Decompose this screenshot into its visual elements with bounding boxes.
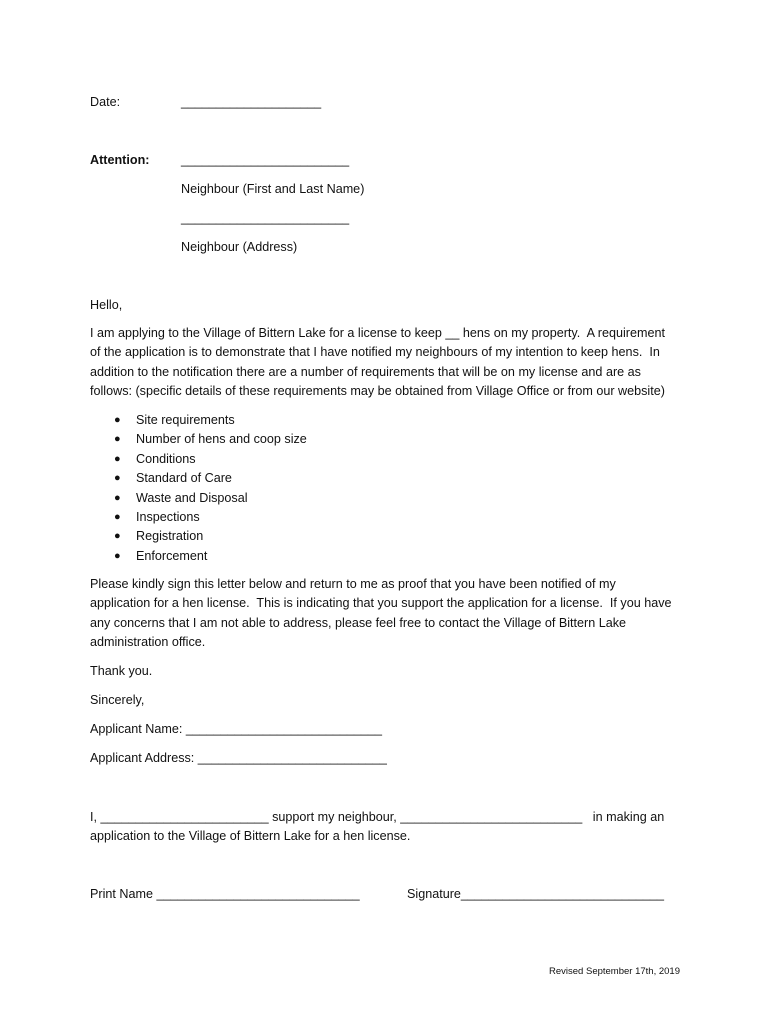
intro-line: follows: (specific details of these requirements may be obtained from Village Office or from our website) — [90, 384, 665, 399]
request-line: Please kindly sign this letter below and return to me as proof that you have been notified of my — [90, 577, 616, 591]
request-line: application for a hen license. This is indicating that you support the application for a license. If you have — [90, 596, 672, 611]
list-item-label: Standard of Care — [136, 471, 232, 486]
list-item — [90, 489, 307, 508]
intro-line: addition to the notification there are a number of requirements that will be on my license and are as — [90, 364, 641, 379]
neighbour-address-blank: ________________________ — [181, 211, 350, 225]
closing-line: Sincerely, — [90, 693, 145, 707]
list-item — [90, 411, 307, 430]
bullet-icon: ● — [114, 530, 121, 543]
request-line: any concerns that I am not able to address, please feel free to contact the Village of Bittern Lake — [90, 615, 627, 630]
neighbour-name-blank: ________________________ — [181, 153, 350, 167]
print-name-field: Print Name _____________________________ — [90, 887, 360, 901]
attention-label: Attention: — [90, 153, 150, 167]
list-item — [90, 508, 307, 527]
list-item — [90, 450, 307, 469]
signature-field: Signature_____________________________ — [407, 887, 665, 901]
date-label: Date: — [90, 95, 121, 109]
list-item-label: Waste and Disposal — [136, 490, 248, 505]
list-item-label: Inspections — [136, 509, 200, 524]
requirements-list — [90, 411, 307, 566]
list-item-label: Conditions — [136, 451, 196, 466]
support-line: I, ________________________ support my neighbour, __________________________ in making an — [90, 810, 665, 824]
list-item — [90, 469, 307, 488]
bullet-icon: ● — [114, 452, 121, 465]
intro-line: of the application is to demonstrate that I have notified my neighbours of my intention to keep hens. In — [90, 345, 660, 360]
list-item-label: Site requirements — [136, 413, 235, 427]
request-paragraph — [90, 575, 690, 653]
intro-line: I am applying to the Village of Bittern Lake for a license to keep __ hens on my property. A requirement — [90, 326, 665, 340]
list-item — [90, 547, 307, 566]
request-line: administration office. — [90, 635, 206, 650]
revision-date: Revised September 17th, 2019 — [549, 966, 680, 977]
list-item — [90, 527, 307, 546]
bullet-icon: ● — [114, 433, 121, 446]
bullet-icon: ● — [114, 472, 121, 485]
applicant-name-field: Applicant Name: ____________________________ — [90, 722, 383, 736]
bullet-icon: ● — [114, 510, 121, 523]
list-item-label: Enforcement — [136, 548, 208, 563]
thanks-line: Thank you. — [90, 664, 153, 678]
neighbour-address-caption: Neighbour (Address) — [181, 240, 298, 254]
support-line-2: application to the Village of Bittern Lake for a hen license. — [90, 829, 411, 843]
list-item — [90, 430, 307, 449]
neighbour-name-caption: Neighbour (First and Last Name) — [181, 182, 365, 196]
greeting: Hello, — [90, 298, 123, 312]
bullet-icon: ● — [114, 549, 121, 562]
bullet-icon: ● — [114, 491, 121, 504]
date-blank: ____________________ — [181, 95, 322, 109]
list-item-label: Number of hens and coop size — [136, 432, 307, 447]
applicant-address-field: Applicant Address: ___________________________ — [90, 751, 387, 765]
bullet-icon: ● — [114, 414, 121, 426]
list-item-label: Registration — [136, 529, 204, 544]
intro-paragraph — [90, 324, 690, 402]
